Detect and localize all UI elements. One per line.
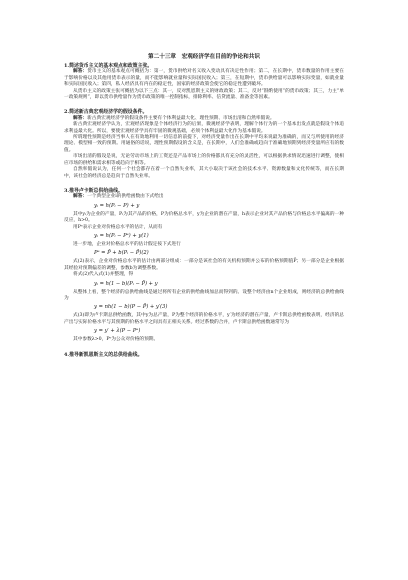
spacer (64, 180, 344, 188)
question-3-answer-p3: 进一步地，企业对价格总水平的估计假定按下式进行 (73, 241, 181, 247)
answer-label: 解答： (73, 115, 88, 121)
question-1-answer-p2: 从货币主义的政策主张可概括为以下三点：其一，反对凯恩斯主义的财政政策；其二，反对“斟酌使用”的货币政策；其三，力主“单一政策规则”，即以货币供给量作为货币政策的唯一控制指标，排除利率、信贷流量、准备金等因素。 (64, 88, 344, 101)
equation-firm-supply: yᵢ = h(Pᵢ − P) + y (94, 202, 140, 209)
question-4-heading: 4.推导新凯恩斯主义的总供给曲线。 (64, 351, 143, 358)
equation-1: yᵢ = h(Pᵢ − Pᵉ) + y(1) (94, 232, 149, 239)
question-3-answer-p5: 将式(2)代入式(1)并整理，得 (73, 272, 134, 278)
equation-lucas-supply: y = y′ + λ(P − Pᵉ) (94, 328, 141, 335)
question-3-answer-p2: 用Pᵉ表示企业对价格总水平的估计，从而有 (73, 224, 163, 230)
question-2-answer-p1: 解答：新古典宏观经济学的假设条件主要有个体利益最大化、理性预期、市场出清和自然率假说。 (73, 115, 275, 121)
question-2-answer-p5: 自然率假说认为，任何一个社会都存在着一个自然失业率，其大小取决于该社会的技术水平、资源数量和文化传统等，而在长期中，该社会的经济总是趋向于自然失业率。 (64, 167, 344, 179)
question-2-answer-p3: 所谓理性预期是经济当事人在有效地利用一切信息的前提下，对经济变量作出在长期中平均来说最为准确的，而又与所使用的经济理论、模型相一致的预期。用通俗的话说，理性预期假设的含义是，在长期中，人们会准确或趋向于准确地预期到经济变量所应有的数值。 (64, 135, 344, 153)
equation-substituted: yᵢ = h(1 − b)(Pᵢ − P̄) + y (94, 280, 158, 287)
question-3-answer-p4: 式(2)表示，企业对价格总水平的估计由两部分组成：一部分是该社会的有关机构预期并公布的价格预期值P̄；另一部分是企业根据其经验对预期偏差的调整，参数b为调整系数。 (64, 259, 344, 271)
question-3-answer-intro: 解答：一个典型企业i的供给函数由下式给出 (73, 194, 164, 200)
equation-2: Pᵉ = P̄ + b(Pᵢ − P̄)(2) (94, 250, 149, 257)
question-2-answer-p2: 新古典宏观经济学认为，宏观经济现象是个体经济行为的后果，微观经济学表明，理解个体行为的一个基本出发点就是假设个体追求利益最大化。所以，要使宏观经济学具有牢固的微观基础，必须个体利益最大化作为基本假说。 (64, 122, 344, 134)
spacer (64, 344, 344, 352)
question-2-answer-p4: 市场出清的假设是说，无论劳动市场上的工资还是产品市场上的价格都具有充分的灵活性，可以根据供求情况迅速进行调整，使相应市场的供给和需求相等或趋向于相等。 (64, 154, 344, 166)
chapter-title: 第二十三章 宏观经济学在目前的争论和共识 (148, 54, 260, 60)
equation-3: y = nh(1 − b)(P − P̄) + y′(3) (94, 304, 168, 311)
question-3-answer-p1: 其中yᵢ为企业的产量，Pᵢ为其产品的价格，P为价格总水平，y为企业的潜在产量，h表示企业对其产品价格与价格总水平偏离的一种反应，h>0。 (64, 211, 344, 224)
question-3-answer-p6: 从整体上看，整个经济的总供给曲线是通过将所有企业的供给曲线加总而得到的。设整个经济由n个企业组成，则经济的总供给曲线为 (64, 289, 344, 301)
question-3-answer-p7: 式(3)即为卢卡斯总供给函数，其中y为总产量，P为整个经济的价格水平，y′为经济的潜在产量，卢卡斯总供给函数表明，经济的总产出与实际价格水平与其预期的价格水平之间具有正相关关系。经过系数的合并，卢卡斯总供给函数通常写为 (64, 313, 344, 325)
question-2-heading: 2.简述新古典宏观经济学的假设条件。 (64, 109, 148, 116)
question-1-heading: 1.简述货币主义的基本观点和政策主张。 (64, 63, 153, 69)
question-3-heading: 3.推导卢卡斯总供给曲线。 (64, 187, 123, 194)
question-3-answer-p8: 其中参数λ>0，Pᵉ为公众对价格的预期。 (73, 337, 159, 343)
question-1-answer-p1: 解答：货币主义的基本观点可概括为：第一，货币供给对名义收入变动具有决定性作用；第二，在长期中，货币数量的作用主要在于影响价格以及其他用货币表示的量，而不能影响就业量和实际国民收入；第三，在短期中，货币供给量可以影响实际变量，如就业量和实际国民收入；第四，私人经济具有内在的稳定性，国家的经济政策会使它的稳定性遭到破坏。 (64, 69, 344, 88)
answer-label: 解答： (73, 194, 88, 200)
answer-label: 解答： (73, 69, 88, 75)
